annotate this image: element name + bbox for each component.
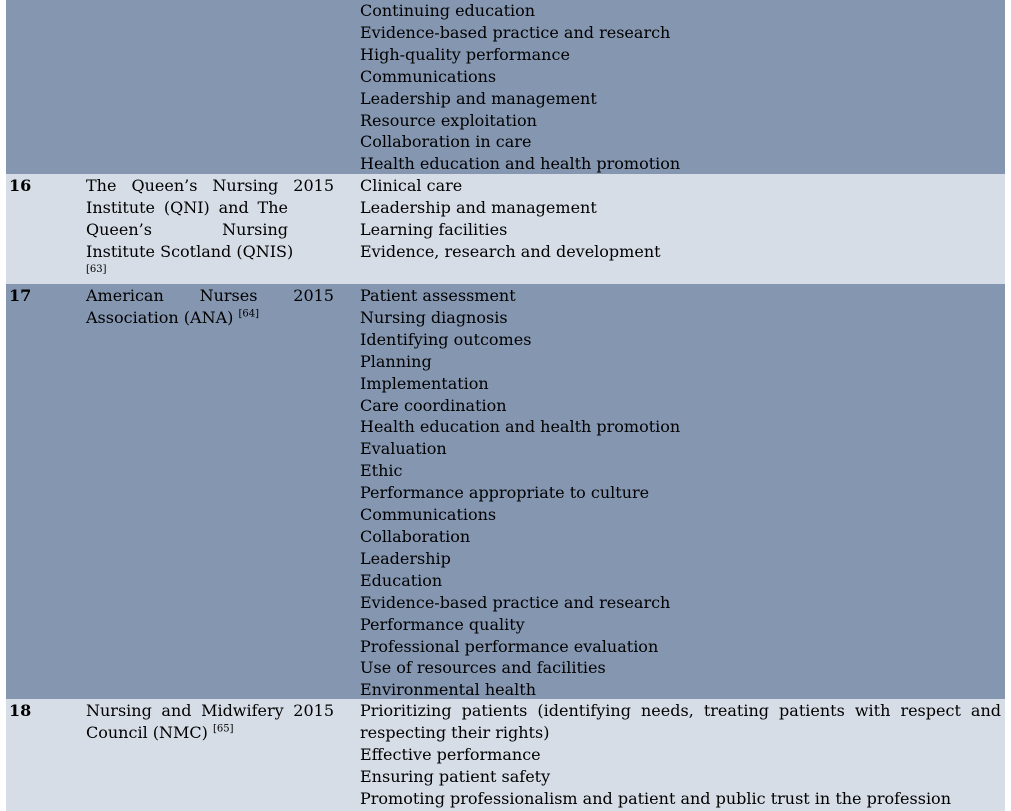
table-row-17: [6, 284, 1005, 699]
competency-list: [360, 700, 1001, 810]
table-row-16: [6, 174, 1005, 284]
organization-cell: [86, 700, 334, 744]
list-item: Performance appropriate to culture: [360, 483, 650, 503]
row-number: 18: [9, 701, 32, 720]
list-item: Clinical care: [360, 176, 463, 195]
list-item: Evaluation: [360, 439, 447, 459]
row-number: 16: [9, 176, 32, 195]
list-item: Ensuring patient safety: [360, 766, 551, 786]
organization-name-line: The Queen’s Nursing 2015: [86, 176, 334, 195]
list-item: Evidence, research and development: [360, 241, 661, 261]
list-item: Health education and health promotion: [360, 417, 681, 437]
list-item: Evidence-based practice and research: [360, 22, 671, 42]
list-item: Planning: [360, 351, 432, 371]
list-item: Performance quality: [360, 614, 525, 634]
list-item: Continuing education: [360, 1, 536, 20]
list-item: Evidence-based practice and research: [360, 592, 671, 612]
table-row-18: [6, 699, 1005, 811]
list-item: Health education and health promotion: [360, 154, 681, 174]
organization-name-line: Nursing and Midwifery 2015: [86, 701, 334, 720]
list-item: Communications: [360, 66, 497, 86]
list-item: Communications: [360, 505, 497, 525]
list-item: Leadership: [360, 548, 451, 568]
competency-list: [360, 175, 1001, 263]
organization-name-line: American Nurses 2015: [86, 286, 334, 305]
list-item: Professional performance evaluation: [360, 636, 659, 656]
competency-list: [360, 285, 1001, 701]
list-item: Education: [360, 570, 443, 590]
list-item: Effective performance: [360, 744, 541, 764]
list-item: Ethic: [360, 461, 403, 481]
list-item: Care coordination: [360, 395, 507, 415]
table-row-continuation: [6, 0, 1005, 174]
competency-table: [6, 0, 1005, 811]
organization-cell: [86, 285, 334, 329]
citation-ref: [63]: [86, 264, 107, 275]
organization-name-line: Association (ANA) [64]: [86, 308, 260, 327]
list-item: Leadership and management: [360, 197, 597, 217]
list-item: Environmental health: [360, 680, 537, 700]
organization-name-line: Queen’s Nursing: [86, 220, 288, 239]
list-item: Learning facilities: [360, 219, 508, 239]
organization-name-line: Council (NMC) [65]: [86, 723, 234, 742]
competency-list: [360, 0, 1001, 175]
citation-ref: [65]: [212, 723, 234, 735]
list-item: Patient assessment: [360, 286, 516, 305]
list-item: High-quality performance: [360, 44, 570, 64]
list-item: Resource exploitation: [360, 110, 537, 130]
list-item: Identifying outcomes: [360, 329, 532, 349]
list-item: Leadership and management: [360, 88, 597, 108]
organization-name-line: Institute (QNI) and The: [86, 198, 288, 217]
list-item: Prioritizing patients (identifying needs, treating patients with respect and respecting their rights): [360, 701, 1001, 742]
list-item: Implementation: [360, 373, 489, 393]
list-item: Promoting professionalism and patient and public trust in the profession: [360, 788, 951, 808]
organization-cell: [86, 175, 334, 277]
organization-name-line: Institute Scotland (QNIS): [86, 242, 294, 261]
list-item: Collaboration in care: [360, 132, 532, 152]
citation-ref: [64]: [238, 308, 260, 320]
list-item: Nursing diagnosis: [360, 307, 508, 327]
list-item: Collaboration: [360, 526, 471, 546]
row-number: 17: [9, 286, 32, 305]
list-item: Use of resources and facilities: [360, 658, 606, 678]
